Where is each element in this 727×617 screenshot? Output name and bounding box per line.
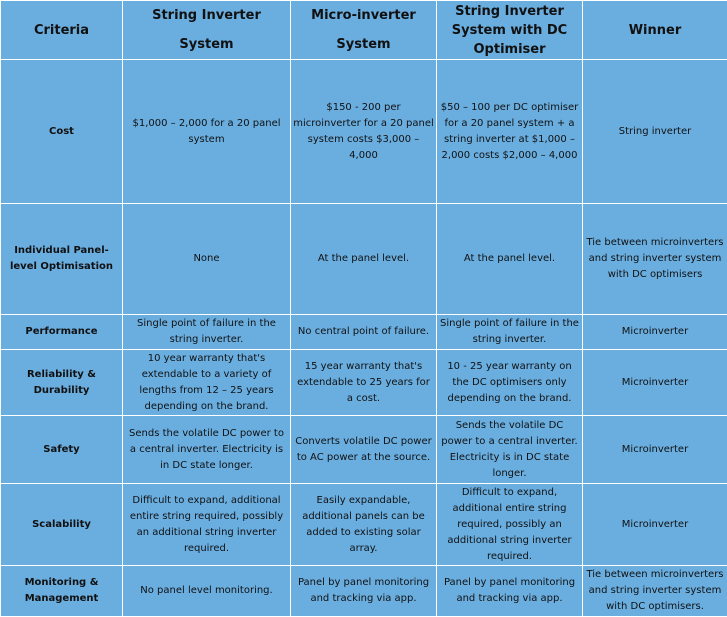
header-criteria: Criteria [1,1,123,60]
dc-optimiser-cell: $50 – 100 per DC optimiser for a 20 panel system + a string inverter at $1,000 – 2,000 costs $2,000 – 4,000 [437,60,583,204]
criteria-cell: Reliability & Durability [1,350,123,416]
string-inverter-cell: Single point of failure in the string inverter. [123,315,291,350]
micro-inverter-cell: Easily expandable, additional panels can be added to existing solar array. [291,484,437,566]
table-row [1,484,727,566]
dc-optimiser-cell: Sends the volatile DC power to a central inverter. Electricity is in DC state longer. [437,416,583,484]
header-dc-optimiser: String Inverter System with DC Optimiser [437,1,583,60]
table-row [1,566,727,617]
micro-inverter-cell: Panel by panel monitoring and tracking via app. [291,566,437,617]
table-row [1,60,727,204]
string-inverter-cell: 10 year warranty that's extendable to a variety of lengths from 12 – 25 years depending on the brand. [123,350,291,416]
header-row [1,1,727,60]
micro-inverter-cell: Converts volatile DC power to AC power at the source. [291,416,437,484]
winner-cell: String inverter [583,60,727,204]
dc-optimiser-cell: 10 - 25 year warranty on the DC optimisers only depending on the brand. [437,350,583,416]
string-inverter-cell: $1,000 – 2,000 for a 20 panel system [123,60,291,204]
string-inverter-cell: Difficult to expand, additional entire string required, possibly an additional string inverter required. [123,484,291,566]
criteria-cell: Monitoring & Management [1,566,123,617]
winner-cell: Tie between microinverters and string inverter system with DC optimisers [583,204,727,315]
header-micro-inverter: Micro-inverter System [291,1,437,60]
criteria-cell: Cost [1,60,123,204]
table-row [1,315,727,350]
string-inverter-cell: None [123,204,291,315]
criteria-cell: Performance [1,315,123,350]
header-winner: Winner [583,1,727,60]
string-inverter-cell: Sends the volatile DC power to a central inverter. Electricity is in DC state longer. [123,416,291,484]
winner-cell: Microinverter [583,416,727,484]
winner-cell: Tie between microinverters and string inverter system with DC optimisers. [583,566,727,617]
micro-inverter-cell: $150 - 200 per microinverter for a 20 panel system costs $3,000 – 4,000 [291,60,437,204]
string-inverter-cell: No panel level monitoring. [123,566,291,617]
dc-optimiser-cell: Panel by panel monitoring and tracking via app. [437,566,583,617]
criteria-cell: Scalability [1,484,123,566]
winner-cell: Microinverter [583,484,727,566]
table-row [1,416,727,484]
criteria-cell: Individual Panel-level Optimisation [1,204,123,315]
winner-cell: Microinverter [583,350,727,416]
micro-inverter-cell: At the panel level. [291,204,437,315]
header-string-inverter: String Inverter System [123,1,291,60]
table-row [1,350,727,416]
dc-optimiser-cell: Difficult to expand, additional entire string required, possibly an additional string inverter required. [437,484,583,566]
micro-inverter-cell: No central point of failure. [291,315,437,350]
dc-optimiser-cell: At the panel level. [437,204,583,315]
micro-inverter-cell: 15 year warranty that's extendable to 25 years for a cost. [291,350,437,416]
table-row [1,204,727,315]
winner-cell: Microinverter [583,315,727,350]
criteria-cell: Safety [1,416,123,484]
dc-optimiser-cell: Single point of failure in the string inverter. [437,315,583,350]
